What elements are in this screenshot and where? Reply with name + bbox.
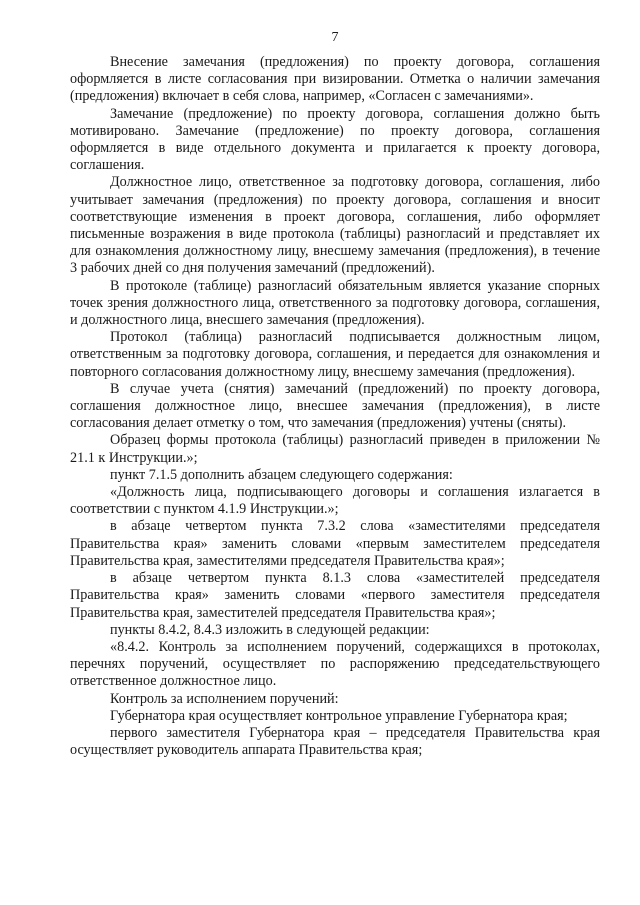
- page-number: 7: [331, 30, 339, 45]
- paragraph: пункты 8.4.2, 8.4.3 изложить в следующей редакции:: [110, 621, 430, 638]
- paragraph: «8.4.2. Контроль за исполнением поручений, содержащихся в протоколах, перечнях поручений, осуществляет по распоряжению председательствующего ответственное должностное лицо.: [70, 638, 600, 690]
- paragraph: в абзаце четвертом пункта 8.1.3 слова «заместителей председателя Правительства края» заменить словами «первого заместителя председателя Правительства края, заместителей председателя Правительства края»;: [70, 570, 600, 621]
- paragraph: Губернатора края осуществляет контрольное управление Губернатора края;: [110, 707, 568, 724]
- paragraph: Замечание (предложение) по проекту договора, соглашения должно быть мотивировано. Замечание (предложение) по проекту договора, соглашения оформляется в виде отдельного документа и прилагается к проекту договора, соглашения.: [70, 105, 600, 174]
- paragraph: первого заместителя Губернатора края – председателя Правительства края осуществляет руководитель аппарата Правительства края;: [70, 724, 600, 759]
- paragraph: Внесение замечания (предложения) по проекту договора, соглашения оформляется в листе согласования при визировании. Отметка о наличии замечания (предложения) включает в себя слова, например, «Согласен с замечаниями».: [70, 54, 600, 105]
- paragraph: Протокол (таблица) разногласий подписывается должностным лицом, ответственным за подготовку договора, соглашения, и передается для ознакомления и повторного согласования должностному лицу, внесшему замечания (предложения).: [70, 329, 600, 380]
- paragraph: В протоколе (таблице) разногласий обязательным является указание спорных точек зрения должностного лица, ответственного за подготовку договора, соглашения, и должностного лица, внесшего замечания (предложения).: [70, 277, 600, 329]
- paragraph: Должностное лицо, ответственное за подготовку договора, соглашения, либо учитывает замечания (предложения) по проекту договора, соглашения и вносит соответствующие изменения в проект договора, соглашения, либо оформляет письменные возражения в виде протокола (таблицы) разногласий и представляет их для ознакомления должностному лицу, внесшему замечания (предложения), в течение 3 рабочих дней со дня получения замечаний (предложений).: [70, 174, 600, 277]
- paragraph: Контроль за исполнением поручений:: [110, 690, 339, 707]
- paragraph: В случае учета (снятия) замечаний (предложений) по проекту договора, соглашения должностное лицо, внесшее замечания (предложения), в листе согласования делает отметку о том, что замечания (предложения) учтены (сняты).: [70, 380, 600, 432]
- paragraph: Образец формы протокола (таблицы) разногласий приведен в приложении № 21.1 к Инструкции.»;: [70, 432, 600, 466]
- document-body: [70, 54, 600, 759]
- paragraph: «Должность лица, подписывающего договоры и соглашения излагается в соответствии с пунктом 4.1.9 Инструкции.»;: [70, 484, 600, 518]
- paragraph: пункт 7.1.5 дополнить абзацем следующего содержания:: [110, 466, 453, 483]
- paragraph: в абзаце четвертом пункта 7.3.2 слова «заместителями председателя Правительства края» заменить словами «первым заместителем председателя Правительства края, заместителями председателя Правительства края»;: [70, 518, 600, 569]
